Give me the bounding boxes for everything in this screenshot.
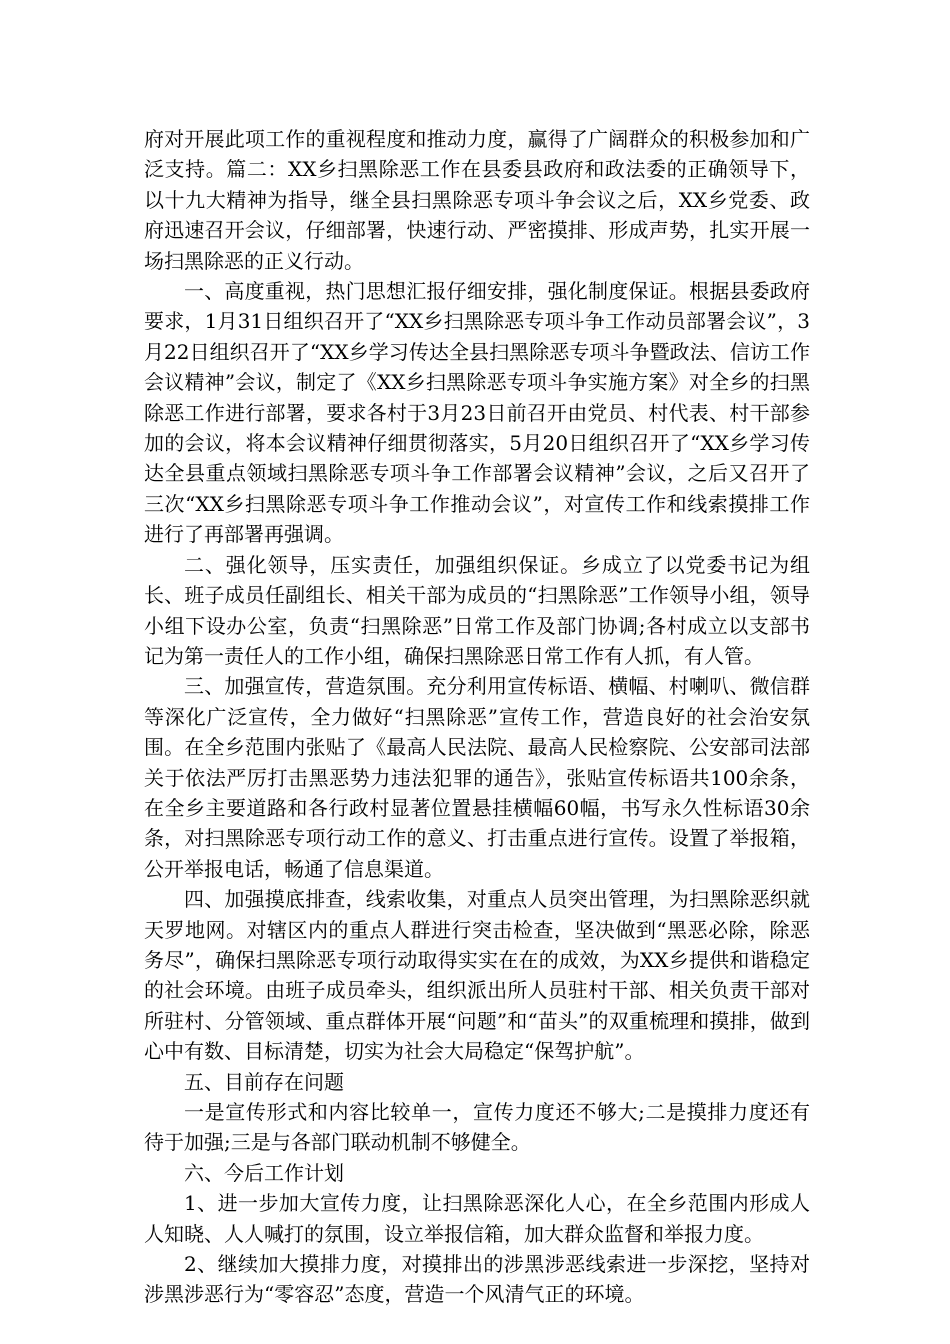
paragraph-section-4: 四、加强摸底排查，线索收集，对重点人员突出管理，为扫黑除恶织就天罗地网。对辖区内的重点人群进行突击检查，坚决做到“黑恶必除，除恶务尽”，确保扫黑除恶专项行动取得实实在在的成效，为XX乡提供和谐稳定的社会环境。由班子成员牵头，组织派出所人员驻村干部、相关负责干部对所驻村、分管领域、重点群体开展“问题”和“苗头”的双重梳理和摸排，做到心中有数、目标清楚，切实为社会大局稳定“保驾护航”。 xyxy=(144,887,810,1064)
paragraph-section-2: 二、强化领导，压实责任，加强组织保证。乡成立了以党委书记为组长、班子成员任副组长、相关干部为成员的“扫黑除恶”工作领导小组，领导小组下设办公室，负责“扫黑除恶”日常工作及部门协调;各村成立以支部书记为第一责任人的工作小组，确保扫黑除恶日常工作有人抓，有人管。 xyxy=(144,552,810,668)
paragraph-continuation: 府对开展此项工作的重视程度和推动力度，赢得了广阔群众的积极参加和广泛支持。篇二：XX乡扫黑除恶工作在县委县政府和政法委的正确领导下，以十九大精神为指导，继全县扫黑除恶专项斗争会议之后，XX乡党委、政府迅速召开会议，仔细部署，快速行动、严密摸排、形成声势，扎实开展一场扫黑除恶的正义行动。 xyxy=(144,127,810,273)
paragraph-plan-1: 1、进一步加大宣传力度，让扫黑除恶深化人心，在全乡范围内形成人人知晓、人人喊打的氛围，设立举报信箱，加大群众监督和举报力度。 xyxy=(144,1191,810,1246)
heading-section-5: 五、目前存在问题 xyxy=(184,1069,344,1094)
paragraph-section-1: 一、高度重视，热门思想汇报仔细安排，强化制度保证。根据县委政府要求，1月31日组织召开了“XX乡扫黑除恶专项斗争工作动员部署会议”，3月22日组织召开了“XX乡学习传达全县扫黑除恶专项斗争暨政法、信访工作会议精神”会议，制定了《XX乡扫黑除恶专项斗争实施方案》对全乡的扫黑除恶工作进行部署，要求各村于3月23日前召开由党员、村代表、村干部参加的会议，将本会议精神仔细贯彻落实，5月20日组织召开了“XX乡学习传达全县重点领域扫黑除恶专项斗争工作部署会议精神”会议，之后又召开了三次“XX乡扫黑除恶专项斗争工作推动会议”，对宣传工作和线索摸排工作进行了再部署再强调。 xyxy=(144,279,810,547)
heading-section-6: 六、今后工作计划 xyxy=(184,1160,344,1185)
paragraph-problems: 一是宣传形式和内容比较单一，宣传力度还不够大;二是摸排力度还有待于加强;三是与各部门联动机制不够健全。 xyxy=(144,1100,810,1155)
paragraph-section-3: 三、加强宣传，营造氛围。充分利用宣传标语、横幅、村喇叭、微信群等深化广泛宣传，全力做好“扫黑除恶”宣传工作，营造良好的社会治安氛围。在全乡范围内张贴了《最高人民法院、最高人民检察院、公安部司法部关于依法严厉打击黑恶势力违法犯罪的通告》，张贴宣传标语共100余条，在全乡主要道路和各行政村显著位置悬挂横幅60幅，书写永久性标语30余条，对扫黑除恶专项行动工作的意义、打击重点进行宣传。设置了举报箱，公开举报电话，畅通了信息渠道。 xyxy=(144,674,810,881)
document-body xyxy=(144,124,810,1310)
paragraph-plan-2: 2、继续加大摸排力度，对摸排出的涉黑涉恶线索进一步深挖，坚持对涉黑涉恶行为“零容忍”态度，营造一个风清气正的环境。 xyxy=(144,1252,810,1307)
